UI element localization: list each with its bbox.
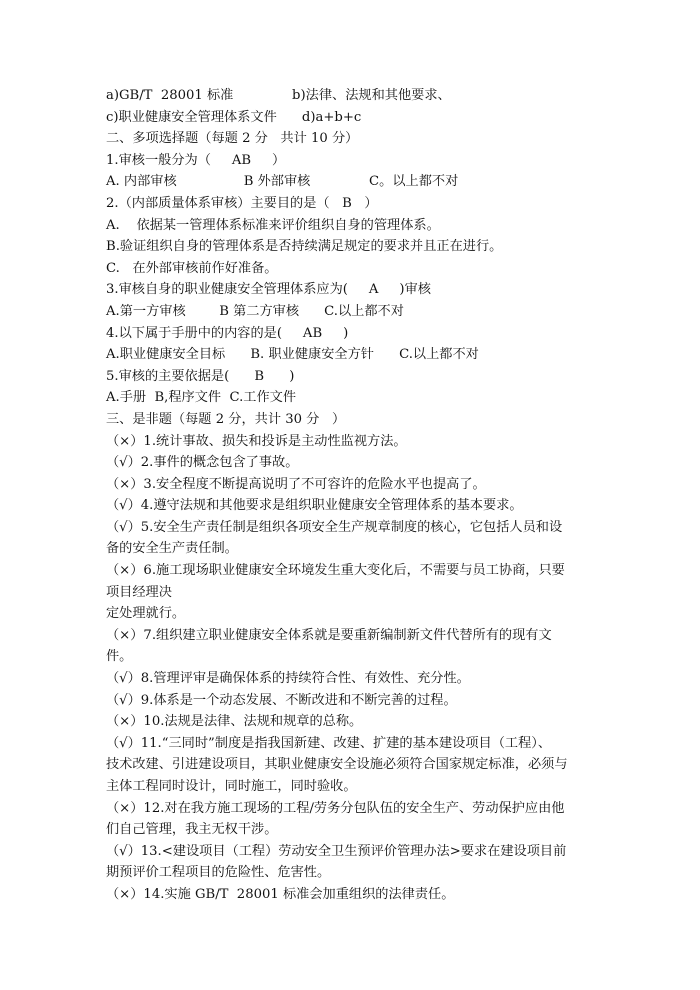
judgment-item: （×）7.组织建立职业健康安全体系就是要重新编制新文件代替所有的现有文 (106, 627, 552, 643)
text-line: c)职业健康安全管理体系文件 d)a+b+c (106, 109, 362, 125)
judgment-item-continuation: 件。 (106, 649, 133, 665)
judgment-item: （×）6.施工现场职业健康安全环境发生重大变化后，不需要与员工协商，只要 (106, 563, 565, 579)
question: 3.审核自身的职业健康安全管理体系应为( A )审核 (106, 282, 431, 298)
judgment-item-continuation: 期预评价工程项目的危险性、危害性。 (106, 865, 331, 881)
section-heading: 二、多项选择题（每题 2 分 共计 10 分） (106, 131, 359, 147)
options: A.职业健康安全目标 B. 职业健康安全方针 C.以上都不对 (106, 347, 479, 363)
judgment-item: （×）3.安全程度不断提高说明了不可容许的危险水平也提高了。 (106, 476, 486, 492)
judgment-item-continuation: 技术改建、引进建设项目，其职业健康安全设施必须符合国家规定标准，必须与 (106, 757, 568, 773)
judgment-item: （×）14.实施 GB/T 28001 标准会加重组织的法律责任。 (106, 886, 455, 902)
judgment-item: （×）12.对在我方施工现场的工程/劳务分包队伍的安全生产、劳动保护应由他 (106, 800, 565, 816)
option: A. 依据某一管理体系标准来评价组织自身的管理体系。 (106, 217, 440, 233)
options: A.手册 B,程序文件 C.工作文件 (106, 390, 297, 406)
judgment-item: （√）9.体系是一个动态发展、不断改进和不断完善的过程。 (106, 692, 457, 708)
options: A.第一方审核 B 第二方审核 C.以上都不对 (106, 303, 404, 319)
judgment-item: （√）11.“三同时”制度是指我国新建、改建、扩建的基本建设项目（工程）、 (106, 735, 552, 751)
judgment-item-continuation: 备的安全生产责任制。 (106, 541, 238, 557)
judgment-item: （×）1.统计事故、损失和投诉是主动性监视方法。 (106, 433, 407, 449)
question: 2.（内部质量体系审核）主要目的是（ B ） (106, 195, 378, 211)
section-heading: 三、是非题（每题 2 分，共计 30 分 ） (106, 411, 346, 427)
judgment-item: （√）5.安全生产责任制是组织各项安全生产规章制度的核心，它包括人员和设 (106, 519, 563, 535)
document-page (106, 85, 626, 906)
judgment-item-continuation: 主体工程同时设计，同时施工，同时验收。 (106, 779, 357, 794)
question: 4.以下属于手册中的内容的是( AB ) (106, 325, 349, 341)
option: B.验证组织自身的管理体系是否持续满足规定的要求并且正在进行。 (106, 239, 503, 255)
judgment-item: （√）2.事件的概念包含了事故。 (106, 455, 299, 471)
question: 1.审核一般分为（ AB ） (106, 152, 286, 168)
text-line: a)GB/T 28001 标准 b)法律、法规和其他要求、 (106, 88, 451, 103)
judgment-item: （√）8.管理评审是确保体系的持续符合性、有效性、充分性。 (106, 671, 470, 687)
option: C. 在外部审核前作好准备。 (106, 260, 278, 276)
judgment-item: （√）13.<建设项目（工程）劳动安全卫生预评价管理办法>要求在建设项目前 (106, 843, 567, 859)
judgment-item-continuation: 定处理就行。 (106, 606, 186, 622)
judgment-item-continuation: 项目经理决 (106, 584, 172, 600)
judgment-item: （√）4.遵守法规和其他要求是组织职业健康安全管理体系的基本要求。 (106, 498, 523, 514)
options: A. 内部审核 B 外部审核 C。以上都不对 (106, 174, 459, 190)
question: 5.审核的主要依据是( B ) (106, 368, 295, 384)
judgment-item-continuation: 们自己管理，我主无权干涉。 (106, 822, 278, 838)
judgment-item: （×）10.法规是法律、法规和规章的总称。 (106, 714, 363, 730)
